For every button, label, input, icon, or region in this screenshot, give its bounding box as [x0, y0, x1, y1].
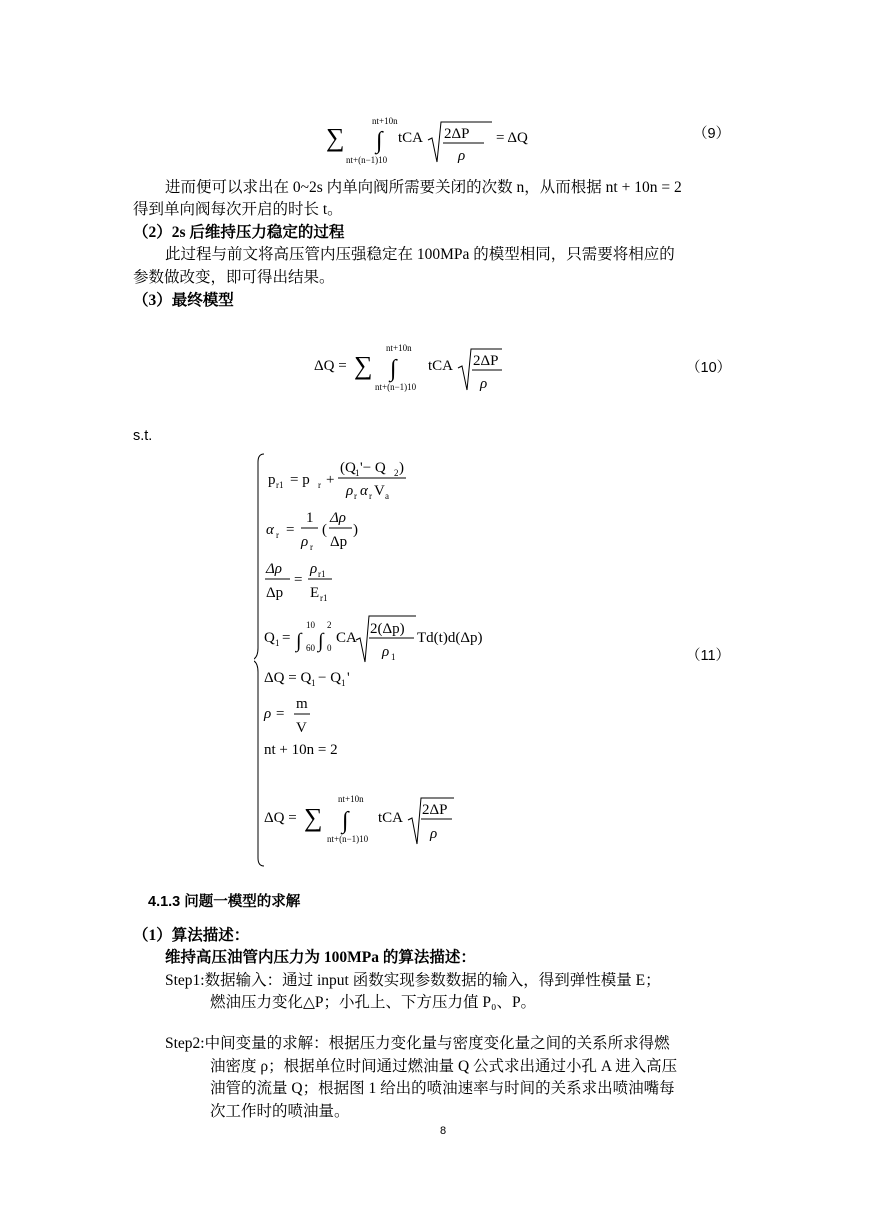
- paragraph-line: 进而便可以求出在 0~2s 内单向阀所需要关闭的次数 n，从而根据 nt + 10n = 2: [165, 179, 682, 196]
- step-2-line: Step2:中间变量的求解：根据压力变化量与密度变化量之间的关系所求得燃: [165, 1035, 670, 1052]
- paragraph-line: 此过程与前文将高压管内压强稳定在 100MPa 的模型相同，只需要将相应的: [165, 246, 675, 263]
- step-2-line: 油密度 ρ；根据单位时间通过燃油量 Q 公式求出通过小孔 A 进入高压: [210, 1058, 678, 1075]
- subheading: （3）最终模型: [133, 292, 234, 309]
- svg-text:r1: r1: [318, 569, 326, 579]
- svg-text:Q: Q: [264, 630, 275, 646]
- integral-lower-limit: nt+(n−1)10: [375, 382, 417, 392]
- equation-number-11: （11）: [686, 648, 731, 664]
- integral-upper-limit: nt+10n: [386, 343, 412, 353]
- svg-text:Td(t)d(Δp): Td(t)d(Δp): [417, 630, 483, 646]
- equation-number-9: （9）: [693, 126, 731, 142]
- svg-text:1: 1: [275, 638, 280, 648]
- svg-text:2ΔP: 2ΔP: [422, 802, 448, 818]
- svg-text:=: =: [294, 572, 303, 588]
- integral-symbol: ∫: [296, 630, 302, 652]
- svg-text:(Q: (Q: [340, 460, 356, 476]
- section-title: 4.1.3 问题一模型的求解: [148, 894, 301, 910]
- svg-text:ρ: ρ: [382, 644, 390, 660]
- svg-text:2(Δp): 2(Δp): [370, 621, 405, 637]
- svg-text:r: r: [310, 542, 313, 552]
- equation-9: [320, 110, 540, 172]
- integral-upper-limit: nt+10n: [372, 116, 398, 126]
- eq-lhs: ΔQ =: [314, 358, 347, 374]
- page-number: 8: [440, 1125, 447, 1137]
- constraint-4: [264, 616, 482, 662]
- svg-text:ρ =: ρ =: [264, 706, 286, 722]
- sum-symbol: ∑: [304, 803, 323, 832]
- svg-text:nt+10n: nt+10n: [338, 794, 364, 804]
- svg-text:10: 10: [306, 620, 315, 630]
- paragraph-line: 得到单向阀每次开启的时长 t。: [133, 201, 343, 218]
- algorithm-subtitle: 维持高压油管内压力为 100MPa 的算法描述：: [165, 949, 476, 966]
- constraint-7: nt + 10n = 2: [264, 742, 338, 758]
- subheading: （2）2s 后维持压力稳定的过程: [133, 224, 345, 241]
- svg-text:): ): [399, 460, 404, 476]
- svg-text:p: p: [268, 472, 276, 488]
- fraction-denominator: ρ: [458, 148, 466, 164]
- integral-symbol: ∫: [376, 128, 383, 154]
- svg-text:(: (: [322, 522, 327, 538]
- fraction-numerator: 2ΔP: [444, 126, 470, 142]
- svg-text:Δρ: Δρ: [330, 510, 347, 526]
- svg-text:'− Q: '− Q: [360, 460, 386, 476]
- svg-text:1: 1: [306, 510, 314, 526]
- svg-text:Δρ: Δρ: [266, 561, 283, 577]
- subject-to-label: s.t.: [133, 428, 153, 444]
- svg-text:1: 1: [311, 678, 316, 688]
- step-2-line: 次工作时的喷油量。: [210, 1103, 350, 1120]
- equation-10: [312, 340, 522, 398]
- svg-text:2: 2: [327, 620, 332, 630]
- integral-symbol: ∫: [318, 630, 324, 652]
- step-2-line: 油管的流量 Q；根据图 1 给出的喷油速率与时间的关系求出喷油嘴每: [210, 1080, 675, 1097]
- svg-text:− Q: − Q: [318, 670, 342, 686]
- svg-text:0: 0: [327, 643, 332, 653]
- equation-number-10: （10）: [686, 360, 732, 376]
- svg-text:ΔQ =: ΔQ =: [264, 810, 297, 826]
- svg-text:1: 1: [355, 468, 360, 478]
- svg-text:α: α: [266, 522, 274, 538]
- fraction-denominator: ρ: [480, 376, 488, 392]
- svg-text:': ': [347, 670, 350, 686]
- integral-lower-limit: nt+(n−1)10: [346, 155, 388, 165]
- subheading: （1）算法描述：: [133, 927, 250, 944]
- svg-text:V: V: [296, 720, 307, 736]
- svg-text:Δp: Δp: [266, 585, 284, 601]
- integral-symbol: ∫: [390, 356, 397, 382]
- eq-body: tCA: [428, 358, 454, 374]
- svg-text:ρ: ρ: [430, 826, 438, 842]
- svg-text:r: r: [318, 480, 321, 490]
- sum-symbol: ∑: [326, 123, 345, 152]
- svg-text:r1: r1: [320, 593, 328, 603]
- constraint-6: [263, 696, 310, 736]
- svg-text:= p: = p: [290, 472, 310, 488]
- constraint-1: [268, 460, 406, 501]
- svg-text:r: r: [354, 491, 357, 501]
- equation-11-system: [254, 452, 534, 868]
- svg-text:m: m: [296, 696, 308, 712]
- svg-text:r1: r1: [276, 480, 284, 490]
- sum-symbol: ∑: [354, 351, 373, 380]
- step-1-line: 燃油压力变化△P；小孔上、下方压力值 P₀、P。: [210, 994, 537, 1011]
- fraction-numerator: 2ΔP: [473, 353, 499, 369]
- svg-text:Δp: Δp: [330, 534, 348, 550]
- svg-text:): ): [353, 522, 358, 538]
- svg-text:r: r: [276, 530, 279, 540]
- constraint-5: [264, 670, 350, 688]
- svg-text:2: 2: [394, 468, 399, 478]
- svg-text:α: α: [360, 483, 368, 499]
- integral-symbol: ∫: [342, 808, 349, 834]
- paragraph-line: 参数做改变，即可得出结果。: [133, 269, 335, 286]
- svg-text:E: E: [310, 585, 320, 601]
- svg-text:ΔQ = Q: ΔQ = Q: [264, 670, 312, 686]
- svg-text:1: 1: [341, 678, 346, 688]
- constraint-3: [265, 561, 332, 603]
- eq-rhs: = ΔQ: [496, 130, 528, 146]
- svg-text:1: 1: [391, 652, 396, 662]
- svg-text:a: a: [385, 491, 389, 501]
- svg-text:+: +: [326, 472, 335, 488]
- svg-text:=: =: [282, 630, 291, 646]
- svg-text:60: 60: [306, 643, 315, 653]
- svg-text:nt+(n−1)10: nt+(n−1)10: [327, 834, 369, 844]
- svg-text:=: =: [286, 522, 295, 538]
- constraint-8: [264, 794, 454, 844]
- eq-body: tCA: [398, 130, 424, 146]
- svg-text:CA: CA: [336, 630, 357, 646]
- svg-text:ρ: ρ: [310, 561, 318, 577]
- left-brace: [254, 454, 264, 866]
- step-1-line: Step1:数据输入：通过 input 函数实现参数数据的输入，得到弹性模量 E；: [165, 972, 661, 989]
- svg-text:ρ: ρ: [346, 483, 354, 499]
- svg-text:r: r: [369, 491, 372, 501]
- svg-text:ρ: ρ: [301, 534, 309, 550]
- svg-text:V: V: [374, 483, 385, 499]
- svg-text:tCA: tCA: [378, 810, 404, 826]
- constraint-2: [266, 510, 358, 552]
